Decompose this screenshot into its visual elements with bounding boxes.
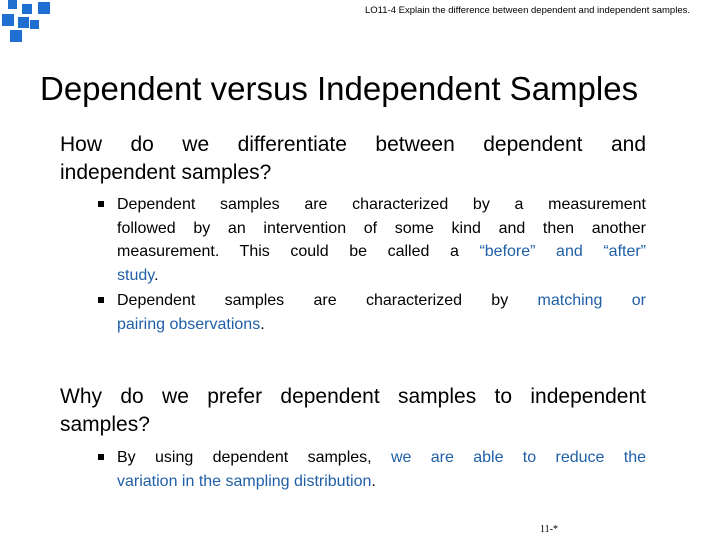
highlight-text: “before” and “after” [479,243,647,260]
bullet-line: Dependent samples are characterized by a measurement [117,196,646,213]
bullet-text: Dependent samples are characterized by [117,292,538,309]
question-prefer [60,383,646,439]
learning-objective-note: LO11-4 Explain the difference between dependent and independent samples. [365,5,690,16]
slide-title: Dependent versus Independent Samples [40,70,639,107]
bullet-line [117,313,646,337]
list-item [97,446,646,493]
bullet-text: measurement. This could be called a [117,243,480,260]
highlight-text: pairing observations [117,315,261,333]
square-bullet-icon [98,454,104,460]
list-item [97,193,646,287]
bullet-list-differentiate [97,193,646,338]
bullet-line [117,289,646,313]
question-line: Why do we prefer dependent samples to independent [60,385,646,408]
bullet-text: By using dependent samples, [117,449,391,466]
square-bullet-icon [98,201,104,207]
highlight-text: matching or [537,292,646,309]
square-bullet-icon [98,297,104,303]
question-line: independent samples? [60,161,272,184]
bullet-text: . [371,472,376,490]
highlight-text: variation in the sampling distribution [117,472,372,490]
bullet-line [117,264,646,288]
page-number: 11-* [540,524,558,535]
bullet-text: . [260,315,265,333]
highlight-text: we are able to reduce the [390,449,647,466]
bullet-text: . [154,266,159,284]
bullet-list-prefer [97,446,646,495]
question-line: How do we differentiate between dependent and [60,133,646,156]
question-line: samples? [60,413,150,436]
brand-logo [0,0,60,44]
bullet-line [117,446,646,470]
question-differentiate [60,131,646,187]
bullet-line [117,470,646,494]
highlight-text: study [117,266,155,284]
list-item [97,289,646,336]
bullet-line [117,240,646,264]
bullet-line: followed by an intervention of some kind and then another [117,219,646,237]
